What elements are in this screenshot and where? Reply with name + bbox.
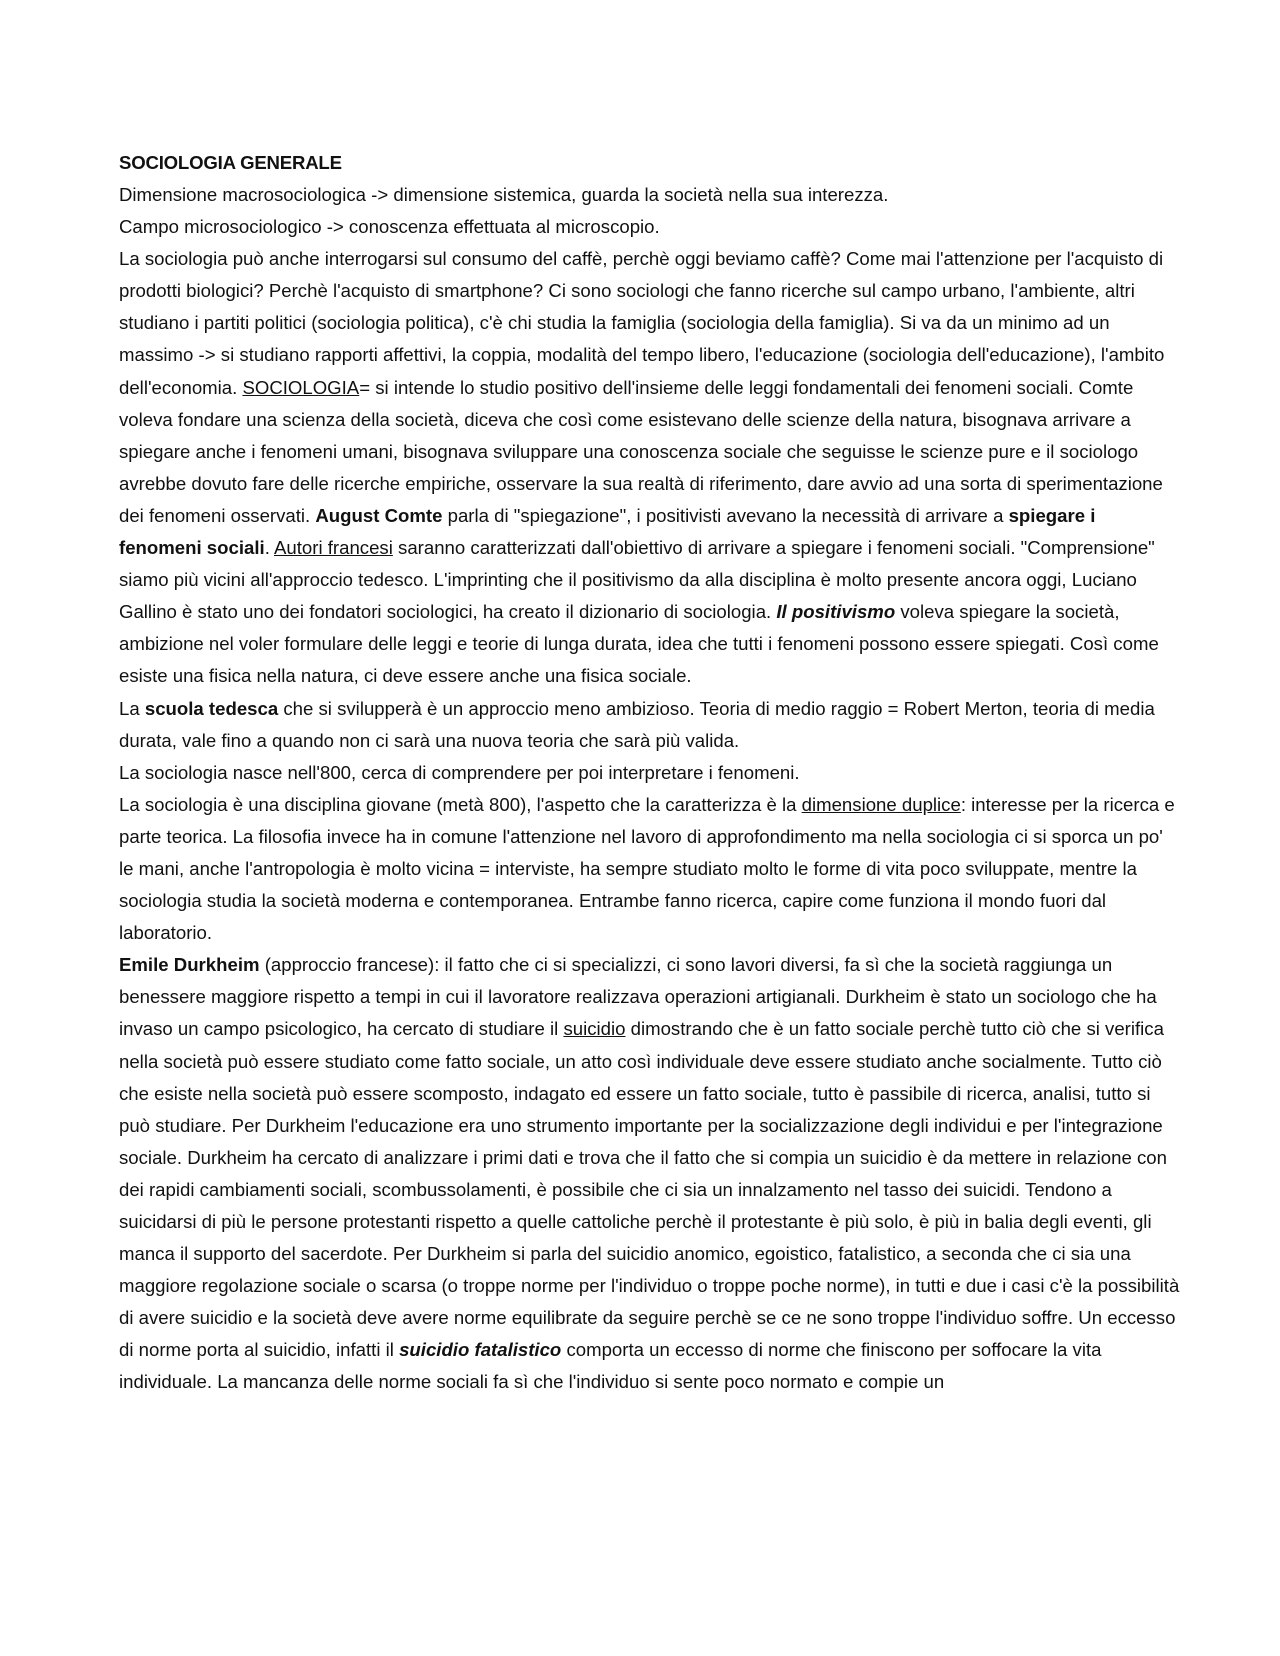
paragraph-sociology-definition (119, 243, 1180, 692)
bold-term-spiegare: spiegare i fenomeni sociali (119, 504, 1096, 559)
text-run: dimostrando che è un fatto sociale perchè tutto ciò che si verifica nella società può essere studiato come fatto sociale, un atto così individuale deve essere studiato anche socialmente. Tutto ciò che esiste nella società può essere scomposto, indagato ed essere un fatto sociale, tutto è passibile di ricerca, analisi, tutto si può studiare. Per Durkheim l'educazione era uno strumento importante per la socializzazione degli individui e per l'integrazione sociale. Durkheim ha cercato di analizzare i primi dati e trova che il fatto che si compia un suicidio è da mettere in relazione con dei rapidi cambiamenti sociali, scombussolamenti, è possibile che ci sia un innalzamento nel tasso dei suicidi. Tendono a suicidarsi di più le persone protestanti rispetto a quelle cattoliche perchè il protestante è più solo, è più in balia degli eventi, gli manca il supporto del sacerdote. Per Durkheim si parla del suicidio anomico, egoistico, fatalistico, a seconda che ci sia una maggiore regolazione sociale o scarsa (o troppe norme per l'individuo o troppe poche norme), in tutti e due i casi c'è la possibilità di avere suicidio e la società deve avere norme equilibrate da seguire perchè se ce ne sono troppe l'individuo soffre. Un eccesso di norme porta al suicidio, infatti il (119, 1018, 1180, 1361)
underlined-term-suicidio: suicidio (563, 1018, 626, 1040)
document-body (119, 179, 1180, 1399)
bold-term-emile-durkheim: Emile Durkheim (119, 954, 260, 976)
paragraph-german-school (119, 693, 1180, 757)
underlined-term-dimensione-duplice: dimensione duplice (801, 793, 961, 815)
paragraph-sociology-origin: La sociologia nasce nell'800, cerca di comprendere per poi interpretare i fenomeni. (119, 761, 800, 783)
text-run: saranno caratterizzati dall'obiettivo di arrivare a spiegare i fenomeni sociali. "Comprensione" siamo più vicini all'approccio tedesco. L'imprinting che il positivismo da alla disciplina è molto presente ancora oggi, Luciano Gallino è stato uno dei fondatori sociologici, ha creato il dizionario di sociologia. (119, 537, 1155, 623)
underlined-term-sociologia: SOCIOLOGIA (242, 376, 360, 398)
text-run: parla di "spiegazione", i positivisti avevano la necessità di arrivare a (442, 504, 1009, 526)
bold-italic-term-positivismo: Il positivismo (776, 601, 896, 623)
text-run: comporta un eccesso di norme che finiscono per soffocare la vita individuale. La mancanza delle norme sociali fa sì che l'individuo si sente poco normato e compie un (119, 1339, 1102, 1393)
text-run: (approccio francese): il fatto che ci si specializzi, ci sono lavori diversi, fa sì che la società raggiunga un benessere maggiore rispetto a tempi in cui il lavoratore realizzava operazioni artigianali. Durkheim è stato un sociologo che ha invaso un campo psicologico, ha cercato di studiare il (119, 954, 1157, 1040)
paragraph-durkheim (119, 949, 1180, 1398)
text-run: che si svilupperà è un approccio meno ambizioso. Teoria di medio raggio = Robert Merton, teoria di media durata, vale fino a quando non ci sarà una nuova teoria che sarà più valida. (119, 697, 1155, 751)
text-run: = si intende lo studio positivo dell'insieme delle leggi fondamentali dei fenomeni sociali. Comte voleva fondare una scienza della società, diceva che così come esistevano delle scienze della natura, bisognava arrivare a spiegare anche i fenomeni umani, bisognava sviluppare una conoscenza sociale che seguisse le scienze pure e il sociologo avrebbe dovuto fare delle ricerche empiriche, osservare la sua realtà di riferimento, dare avvio ad una sorta di sperimentazione dei fenomeni osservati. (119, 376, 1163, 526)
paragraph-macrosociology: Dimensione macrosociologica -> dimensione sistemica, guarda la società nella sua interezza. (119, 184, 889, 205)
bold-term-scuola-tedesca: scuola tedesca (144, 697, 279, 719)
paragraph-microsociology: Campo microsociologico -> conoscenza effettuata al microscopio. (119, 216, 660, 238)
bold-italic-term-suicidio-fatalistico: suicidio fatalistico (399, 1339, 562, 1361)
text-run: voleva spiegare la società, ambizione nel voler formulare delle leggi e teorie di lunga durata, idea che tutti i fenomeni possono essere spiegati. Così come esiste una fisica nella natura, ci deve essere anche una fisica sociale. (119, 601, 1159, 687)
paragraph-dual-dimension (119, 789, 1180, 949)
text-run: La sociologia può anche interrogarsi sul consumo del caffè, perchè oggi beviamo caffè? Come mai l'attenzione per l'acquisto di prodotti biologici? Perchè l'acquisto di smartphone? Ci sono sociologi che fanno ricerche sul campo urbano, l'ambiente, altri studiano i partiti politici (sociologia politica), c'è chi studia la famiglia (sociologia della famiglia). Si va da un minimo ad un massimo -> si studiano rapporti affettivi, la coppia, modalità del tempo libero, l'educazione (sociologia dell'educazione), l'ambito dell'economia. (119, 248, 1165, 398)
text-run: : interesse per la ricerca e parte teorica. La filosofia invece ha in comune l'attenzione nel lavoro di approfondimento ma nella sociologia ci si sporca un po' le mani, anche l'antropologia è molto vicina = interviste, ha sempre studiato molto le forme di vita poco sviluppate, mentre la sociologia studia la società moderna e contemporanea. Entrambe fanno ricerca, capire come funziona il mondo fuori dal laboratorio. (119, 793, 1175, 944)
underlined-term-autori-francesi: Autori francesi (274, 537, 393, 559)
bold-term-august-comte: August Comte (315, 504, 443, 526)
document-title: SOCIOLOGIA GENERALE (119, 152, 342, 173)
text-run: . (264, 537, 275, 559)
text-run: La (119, 697, 145, 719)
text-run: La sociologia è una disciplina giovane (metà 800), l'aspetto che la caratterizza è la (119, 793, 802, 815)
